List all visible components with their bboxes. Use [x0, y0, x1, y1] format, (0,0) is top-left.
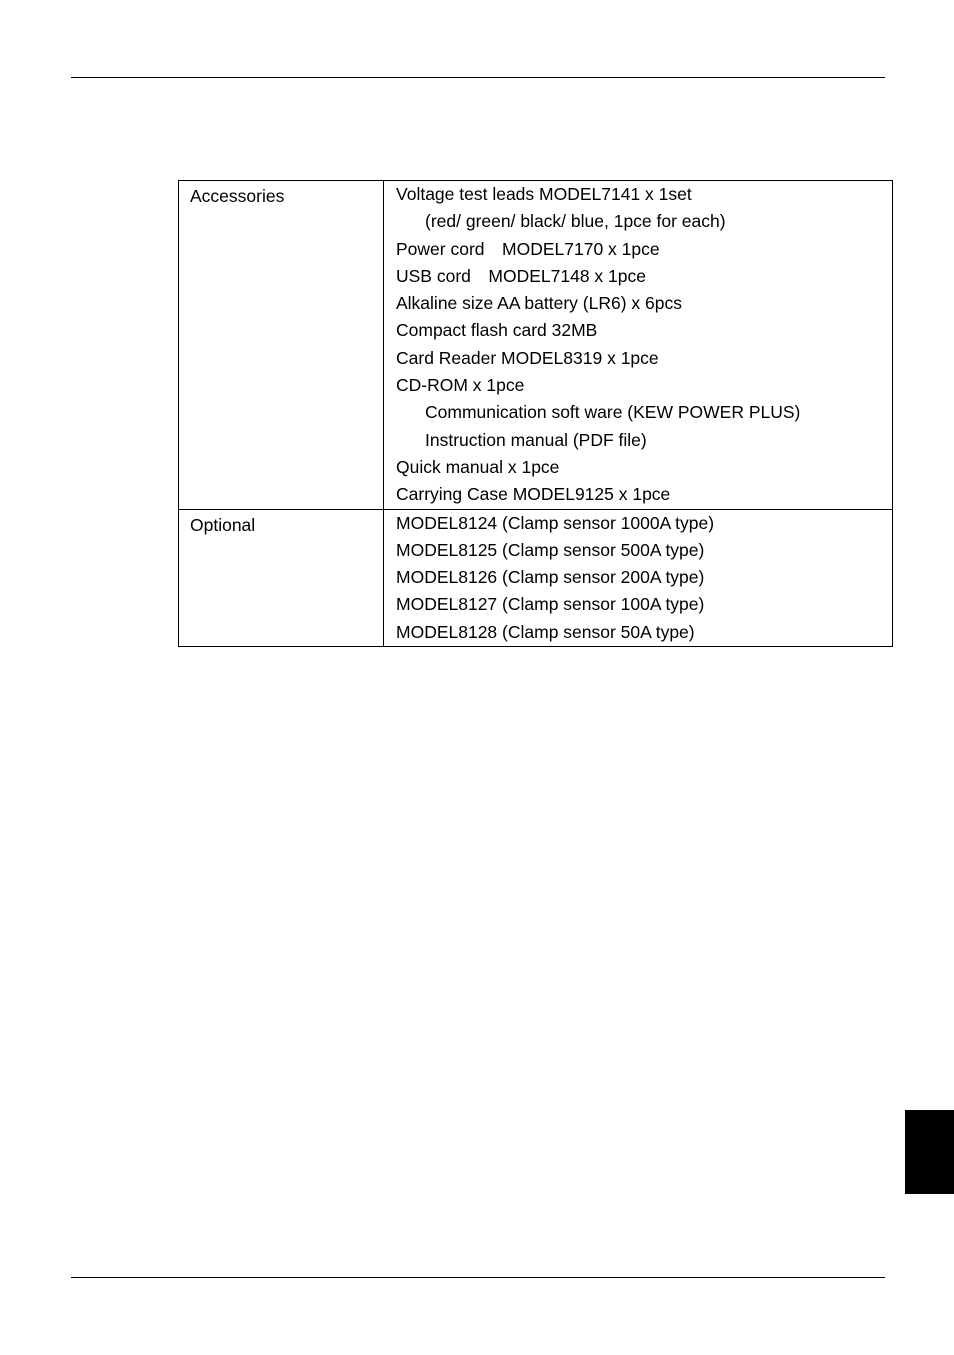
- list-item: CD-ROM x 1pce: [396, 375, 525, 396]
- row-items-cell: [384, 181, 893, 510]
- table-row-optional: [179, 509, 893, 646]
- list-item: Voltage test leads MODEL7141 x 1set: [396, 184, 692, 204]
- list-item: MODEL8127 (Clamp sensor 100A type): [396, 594, 705, 615]
- list-item: USB cord MODEL7148 x 1pce: [396, 265, 646, 286]
- section-tab-marker: [905, 1110, 954, 1194]
- list-item: Communication soft ware (KEW POWER PLUS): [425, 402, 801, 423]
- header-rule: [71, 77, 885, 78]
- list-item: Alkaline size AA battery (LR6) x 6pcs: [396, 293, 682, 314]
- table-body: [179, 181, 893, 647]
- list-item: Compact flash card 32MB: [396, 320, 598, 341]
- list-item: MODEL8125 (Clamp sensor 500A type): [396, 539, 705, 560]
- list-item: MODEL8124 (Clamp sensor 1000A type): [396, 512, 715, 533]
- row-label: Accessories: [190, 186, 285, 206]
- list-item: Instruction manual (PDF file): [425, 429, 647, 450]
- list-item: Carrying Case MODEL9125 x 1pce: [396, 484, 671, 505]
- row-items-cell: [384, 509, 893, 646]
- list-item: Power cord MODEL7170 x 1pce: [396, 238, 660, 259]
- footer-rule: [71, 1277, 885, 1278]
- accessories-table: [178, 180, 893, 647]
- list-item: Quick manual x 1pce: [396, 456, 560, 477]
- list-item: MODEL8126 (Clamp sensor 200A type): [396, 567, 705, 588]
- list-item: Card Reader MODEL8319 x 1pce: [396, 347, 659, 368]
- row-label-cell: [179, 181, 384, 510]
- row-label: Optional: [190, 514, 256, 535]
- list-item: (red/ green/ black/ blue, 1pce for each): [425, 211, 726, 232]
- table-row-accessories: [179, 181, 893, 510]
- list-item: MODEL8128 (Clamp sensor 50A type): [396, 621, 695, 642]
- row-label-cell: [179, 509, 384, 646]
